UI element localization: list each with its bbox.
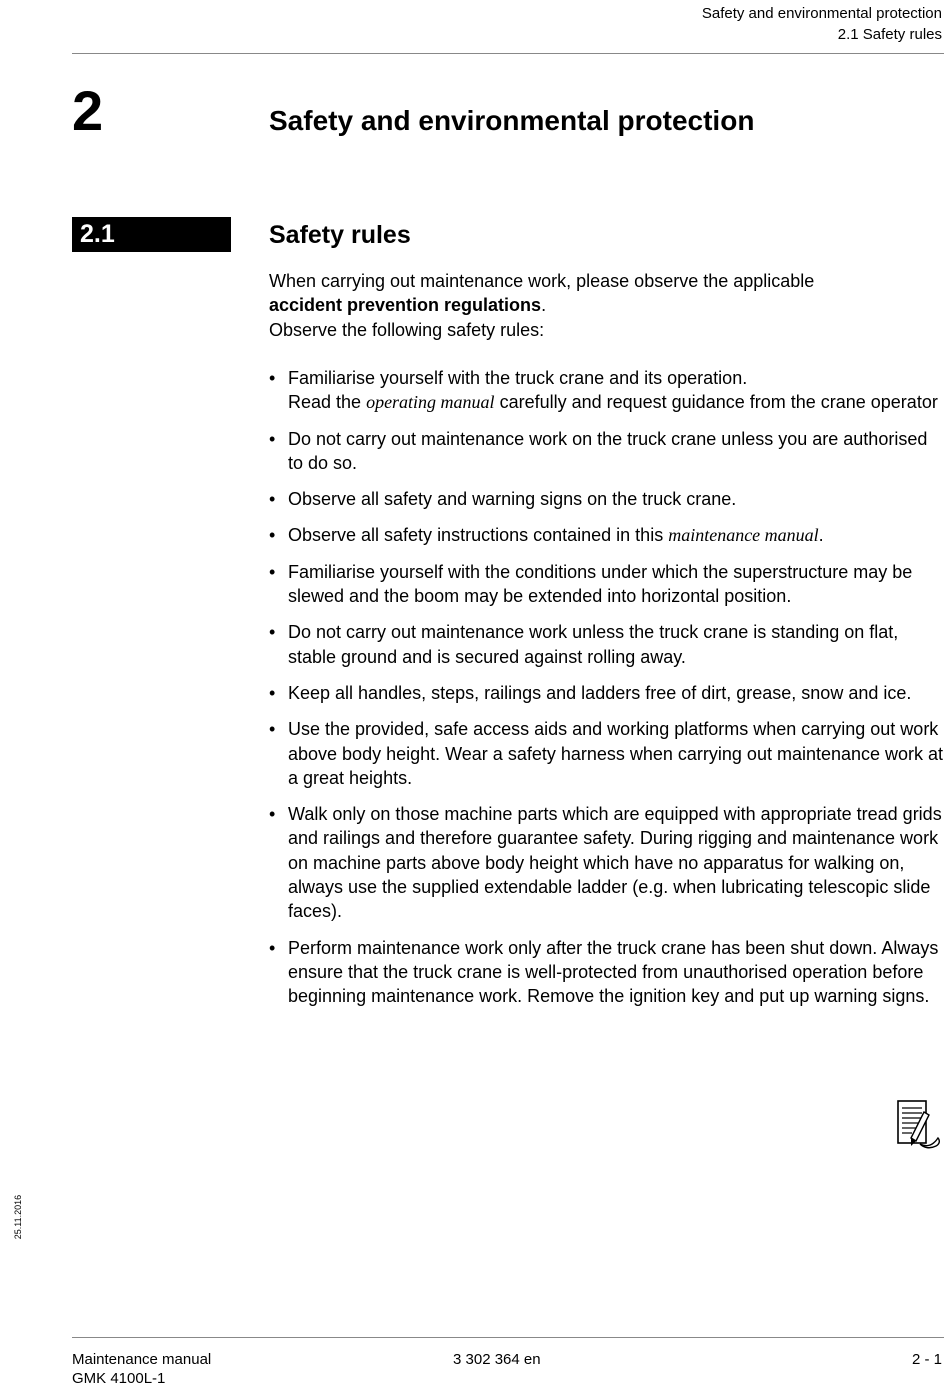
intro-bold-suffix: . — [541, 295, 547, 316]
manual-reference-icon — [894, 1098, 942, 1150]
rule-text: Observe all safety and warning signs on the truck crane. — [288, 489, 737, 510]
chapter-title: Safety and environmental protection — [269, 105, 755, 136]
rule-text-line — [288, 390, 945, 414]
list-item — [269, 936, 945, 1009]
intro-line-1: When carrying out maintenance work, please observe the applicable — [269, 271, 815, 291]
rule-text — [288, 523, 945, 547]
intro-bold-term: accident prevention regulations — [269, 295, 542, 316]
list-item — [269, 560, 945, 609]
bullet: • — [269, 561, 276, 582]
safety-rules-list — [269, 366, 945, 1021]
bullet: • — [269, 489, 276, 510]
footer-page-number: 2 - 1 — [911, 1351, 942, 1368]
rule-text-line: Familiarise yourself with the truck crane and its operation. — [288, 368, 748, 388]
chapter-number: 2 — [72, 79, 104, 142]
bullet: • — [269, 622, 276, 643]
bullet: • — [269, 804, 276, 825]
intro-paragraph — [269, 269, 945, 342]
rule-text: Do not carry out maintenance work unless the truck crane is standing on flat, stable ground and is secured against rolling away. — [288, 622, 899, 667]
list-item — [269, 523, 945, 547]
running-header-section: 2.1 Safety rules — [837, 26, 942, 43]
list-item — [269, 717, 945, 790]
rule-text: Do not carry out maintenance work on the truck crane unless you are authorised to do so. — [288, 428, 928, 473]
rule-text-pre: Read the — [288, 392, 367, 413]
running-header-chapter: Safety and environmental protection — [701, 5, 942, 22]
list-item — [269, 620, 945, 669]
intro-line-3: Observe the following safety rules: — [269, 319, 545, 340]
bullet: • — [269, 937, 276, 958]
rule-text-post: carefully and request guidance from the crane operator — [494, 392, 938, 413]
footer-doc-type: Maintenance manual — [72, 1351, 212, 1368]
list-item — [269, 427, 945, 476]
list-item — [269, 802, 945, 923]
footer-model: GMK 4100L-1 — [72, 1370, 166, 1387]
bullet: • — [269, 719, 276, 740]
footer-doc-number: 3 302 364 en — [453, 1351, 541, 1368]
list-item — [269, 487, 945, 511]
footer-doc-info — [72, 1350, 211, 1388]
list-item — [269, 366, 945, 415]
rule-text-post: . — [818, 525, 824, 546]
section-number-badge: 2.1 — [72, 217, 231, 252]
rule-text: Keep all handles, steps, railings and ladders free of dirt, grease, snow and ice. — [288, 682, 912, 703]
bullet: • — [269, 682, 276, 703]
document-reference: operating manual — [366, 392, 495, 413]
intro-line-2 — [269, 293, 945, 317]
rule-text: Familiarise yourself with the conditions under which the superstructure may be slewed and the boom may be extended into horizontal position. — [288, 561, 913, 607]
rule-text-pre: Observe all safety instructions contained in this — [288, 525, 669, 546]
section-title: Safety rules — [269, 221, 411, 249]
rule-text: Walk only on those machine parts which are equipped with appropriate tread grids and railings and therefore guarantee safety. During rigging and maintenance work on machine parts above body height which have no apparatus for walking on, always use the supplied extendable ladder (e.g. when lubricating telescopic slide faces). — [288, 804, 942, 922]
rule-text: Use the provided, safe access aids and working platforms when carrying out work above body height. Wear a safety harness when carrying out maintenance work at a great heights. — [288, 719, 944, 788]
document-reference: maintenance manual — [668, 525, 819, 546]
bullet: • — [269, 428, 276, 449]
footer-rule — [72, 1337, 944, 1338]
header-rule — [72, 53, 944, 54]
running-header — [702, 3, 942, 45]
rule-text: Perform maintenance work only after the truck crane has been shut down. Always ensure that the truck crane is well-protected from unauthorised operation before beginning maintenance work. Remove the ignition key and put up warning signs. — [288, 937, 939, 1007]
print-date: 25.11.2016 — [13, 1194, 23, 1240]
list-item — [269, 681, 945, 705]
bullet: • — [269, 368, 276, 388]
bullet: • — [269, 525, 276, 546]
